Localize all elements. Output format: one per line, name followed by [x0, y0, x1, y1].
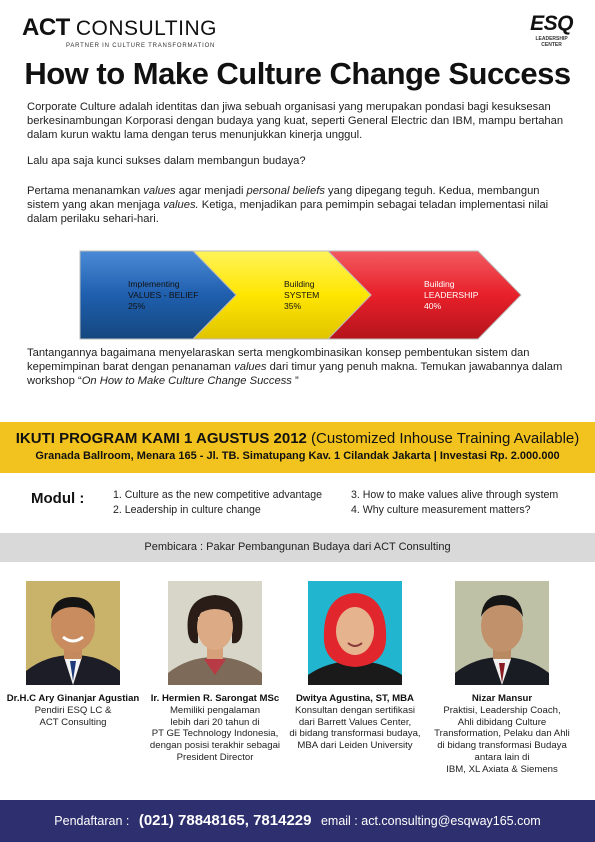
arrow-label-leadership: Building LEADERSHIP 40% [424, 279, 479, 311]
registration-phone[interactable]: (021) 78848165, 7814229 [138, 812, 312, 829]
speaker-photo-nizar [455, 581, 549, 685]
modul-item: 3. How to make values alive through system [351, 489, 559, 501]
logo-esq-sub1: LEADERSHIP [535, 36, 568, 42]
culture-arrows-diagram [78, 249, 523, 341]
modul-label: Modul : [31, 490, 85, 507]
arrow-label-system: Building SYSTEM 35% [284, 279, 320, 311]
program-title: IKUTI PROGRAM KAMI 1 AGUSTUS 2012 (Customized Inhouse Training Available) [15, 430, 580, 447]
logo-consulting-text: CONSULTING [75, 17, 217, 40]
registration-footer [0, 800, 595, 842]
logo-act-text: ACT [22, 14, 70, 41]
intro-paragraph-2: Lalu apa saja kunci sukses dalam membangun budaya? [27, 155, 306, 167]
intro-paragraph-1: Corporate Culture adalah identitas dan jiwa sebuah organisasi yang merupakan pondasi bagi kesuksesan berkesinambungan Korporasi dengan budaya yang kuat, seperti General Electric dan IBM, mampu bertahan dalam kurun waktu lama dengan terus menunjukkan kinerja unggul. [27, 101, 564, 142]
speaker-caption-hermien: Ir. Hermien R. Sarongat MSc Memiliki pengalaman lebih dari 20 tahun di PT GE Technology Indonesia, dengan posisi terakhir sebagai President Director [149, 693, 281, 763]
challenge-paragraph: Tantangannya bagaimana menyelaraskan serta mengkombinasikan konsep pembentukan sistem dan kepemimpinan barat dengan penanaman values dari timur yang penuh makna. Temukan jawabannya dalam workshop “On How to Make Culture Change Success ” [27, 347, 563, 388]
speaker-photo-ary [26, 581, 120, 685]
modul-item: 2. Leadership in culture change [113, 504, 261, 516]
page-title: How to Make Culture Change Success [24, 56, 571, 91]
arrow-label-values: Implementing VALUES - BELIEF 25% [128, 279, 199, 311]
speakers-heading: Pembicara : Pakar Pembangunan Budaya dari ACT Consulting [0, 533, 595, 562]
intro-paragraph-3: Pertama menanamkan values agar menjadi personal beliefs yang dipegang teguh. Kedua, membangun sistem yang akan menjaga values. Ketiga, menjadikan para pemimpin sebagai teladan implementasi nilai dalam perilaku sehari-hari. [27, 185, 549, 226]
registration-label: Pendaftaran : [54, 814, 130, 828]
modul-item: 4. Why culture measurement matters? [351, 504, 531, 516]
speaker-photo-dwitya [308, 581, 402, 685]
program-banner [0, 422, 595, 473]
speaker-caption-nizar: Nizar Mansur Praktisi, Leadership Coach, Ahli dibidang Culture Transformation, Pelaku dan Ahli di bidang transformasi Budaya antara lain di IBM, XL Axiata & Siemens [434, 693, 570, 775]
program-venue: Granada Ballroom, Menara 165 - Jl. TB. Simatupang Kav. 1 Cilandak Jakarta | Investasi Rp. 2.000.000 [35, 450, 560, 462]
esq-logo [530, 12, 573, 48]
logo-esq-sub2: CENTER [541, 42, 562, 48]
modul-item: 1. Culture as the new competitive advantage [113, 489, 323, 501]
speaker-photo-hermien [168, 581, 262, 685]
speaker-caption-ary: Dr.H.C Ary Ginanjar Agustian Pendiri ESQ LC & ACT Consulting [6, 693, 140, 728]
logo-tagline: PARTNER IN CULTURE TRANSFORMATION [66, 43, 216, 49]
logo-esq-text: ESQ [530, 12, 573, 35]
registration-email[interactable]: email : act.consulting@esqway165.com [320, 814, 541, 828]
speaker-caption-dwitya: Dwitya Agustina, ST, MBA Konsultan dengan sertifikasi dari Barrett Values Center, di bidang transformasi budaya, MBA dari Leiden University [289, 693, 421, 752]
act-consulting-logo [22, 14, 217, 49]
